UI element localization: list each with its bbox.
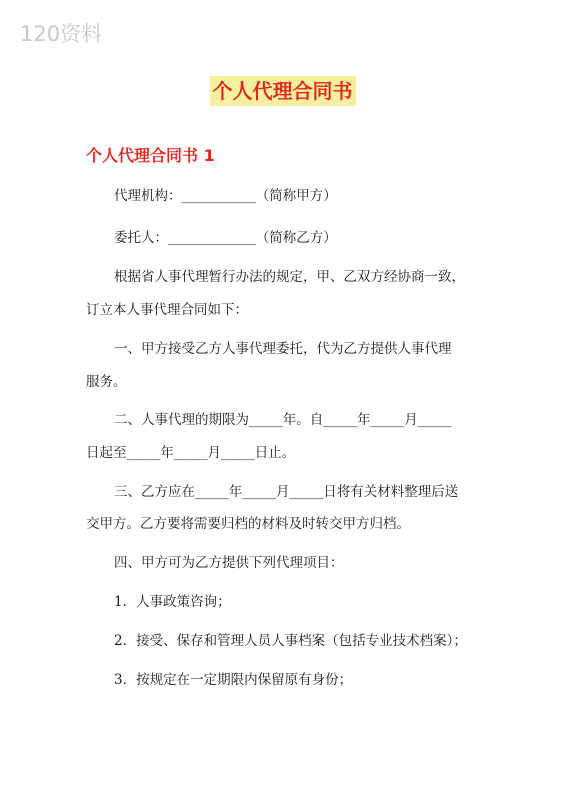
clause-1-line-1: 一、甲方接受乙方人事代理委托，代为乙方提供人事代理 [114,341,452,357]
item-3-line: 3．按规定在一定期限内保留原有身份； [114,672,353,688]
clause-3-line-1: 三、乙方应在_____年_____月_____日将有关材料整理后送 [114,484,459,500]
clause-4-line: 四、甲方可为乙方提供下列代理项目： [114,555,344,571]
clause-2-line-2: 日起至_____年_____月_____日止。 [86,445,296,461]
document-title: 个人代理合同书 [210,76,356,106]
client-line: 委托人：_____________（简称乙方） [114,230,337,246]
agency-line: 代理机构：___________（简称甲方） [114,188,337,204]
clause-3-line-2: 交甲方。乙方要将需要归档的材料及时转交甲方归档。 [86,516,410,532]
item-2-line: 2．接受、保存和管理人员人事档案（包括专业技术档案）； [114,633,467,649]
section-heading: 个人代理合同书 1 [86,146,215,165]
clause-1-line-2: 服务。 [86,374,127,390]
intro-line-2: 订立本人事代理合同如下： [86,302,248,318]
clause-2-line-1: 二、人事代理的期限为_____年。自_____年_____月_____ [114,412,452,428]
watermark: 120资料 [20,22,103,46]
item-1-line: 1．人事政策咨询； [114,594,231,610]
title-area [0,76,565,106]
intro-line-1: 根据省人事代理暂行办法的规定，甲、乙双方经协商一致， [114,269,465,285]
